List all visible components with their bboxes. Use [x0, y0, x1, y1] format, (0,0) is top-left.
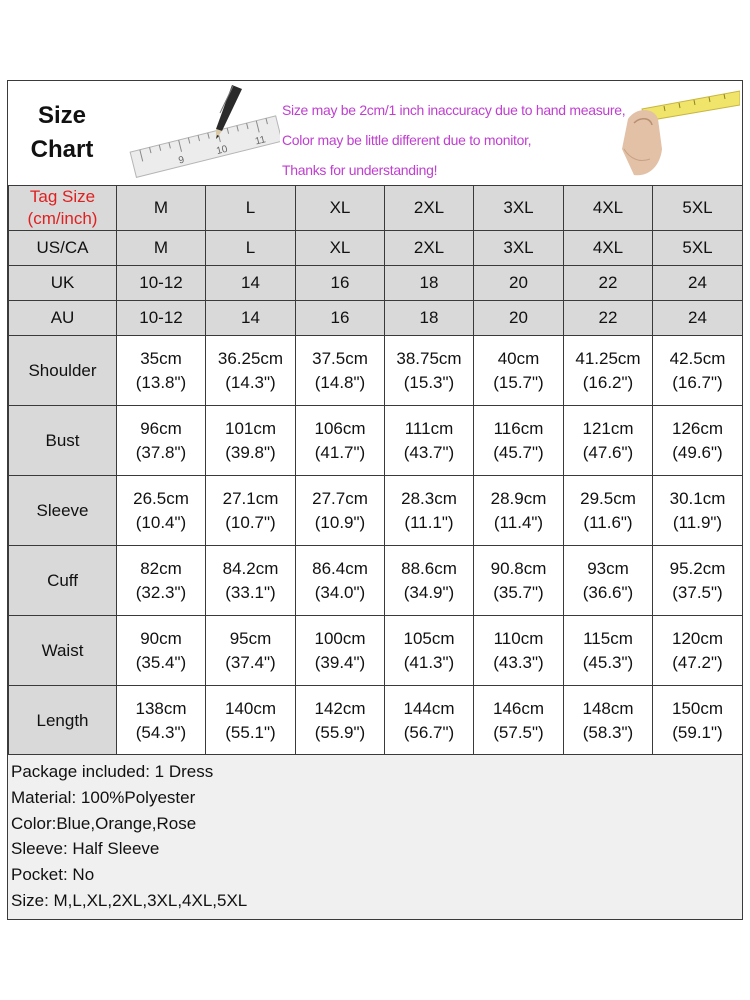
cm-value: 37.5cm — [312, 348, 368, 368]
inch-value: (39.8") — [225, 442, 276, 462]
inch-value: (35.4") — [135, 652, 187, 672]
table-cell — [653, 546, 743, 616]
table-cell — [117, 476, 206, 546]
inch-value: (54.3") — [135, 722, 187, 742]
cm-value: 86.4cm — [312, 558, 368, 578]
table-cell — [653, 406, 743, 476]
table-cell — [474, 476, 564, 546]
measurement-row-length — [9, 686, 743, 756]
table-cell — [385, 476, 474, 546]
inch-value: (16.2") — [582, 372, 634, 392]
inch-value: (34.0") — [314, 582, 366, 602]
size-table — [8, 185, 743, 756]
table-cell — [117, 616, 206, 686]
inch-value: (33.1") — [225, 582, 276, 602]
table-cell — [385, 616, 474, 686]
cm-value: 146cm — [492, 698, 545, 718]
cm-value: 121cm — [582, 418, 634, 438]
cm-value: 84.2cm — [222, 558, 279, 578]
cm-value: 93cm — [587, 558, 629, 578]
size-header: XL — [296, 186, 385, 231]
cm-value: 27.7cm — [312, 488, 368, 508]
inch-value: (13.8") — [135, 372, 187, 392]
row-label: US/CA — [9, 231, 117, 266]
cm-value: 105cm — [403, 628, 455, 648]
table-cell — [653, 336, 743, 406]
inch-value: (47.6") — [582, 442, 634, 462]
measurement-row-waist — [9, 616, 743, 686]
title-line-2: Chart — [30, 136, 94, 163]
product-details — [8, 754, 742, 919]
cm-value: 126cm — [671, 418, 724, 438]
table-cell: 14 — [206, 266, 296, 301]
ruler-label-11: 11 — [254, 134, 267, 148]
inch-value: (10.9") — [314, 512, 366, 532]
inch-value: (11.1") — [404, 512, 454, 532]
inch-value: (15.3") — [403, 372, 455, 392]
inch-value: (43.3") — [493, 652, 544, 672]
table-cell — [564, 336, 653, 406]
inch-value: (43.7") — [403, 442, 455, 462]
table-cell: 22 — [564, 266, 653, 301]
size-chart-header — [8, 81, 742, 186]
inch-value: (37.4") — [225, 652, 276, 672]
inch-value: (55.1") — [225, 722, 276, 742]
table-cell: 10-12 — [117, 266, 206, 301]
table-cell — [296, 546, 385, 616]
inch-value: (15.7") — [493, 372, 544, 392]
measurement-row-bust — [9, 406, 743, 476]
table-cell: 20 — [474, 266, 564, 301]
cm-value: 30.1cm — [669, 488, 726, 508]
cm-value: 95.2cm — [669, 558, 726, 578]
table-cell — [117, 686, 206, 756]
detail-material: Material: 100%Polyester — [11, 787, 196, 807]
cm-value: 28.9cm — [490, 488, 547, 508]
table-cell — [296, 616, 385, 686]
measurement-notes — [282, 95, 625, 185]
inch-value: (37.8") — [135, 442, 187, 462]
size-header: 5XL — [653, 186, 743, 231]
table-cell: 18 — [385, 301, 474, 336]
table-cell — [564, 476, 653, 546]
table-cell — [474, 406, 564, 476]
cm-value: 142cm — [314, 698, 366, 718]
table-cell: XL — [296, 231, 385, 266]
cm-value: 40cm — [497, 348, 540, 368]
cm-value: 140cm — [224, 698, 277, 718]
title-line-1: Size — [37, 102, 87, 129]
inch-value: (32.3") — [135, 582, 187, 602]
table-cell: 4XL — [564, 231, 653, 266]
measuring-tape-hand-illustration — [604, 89, 740, 181]
cm-value: 100cm — [314, 628, 366, 648]
inch-value: (49.6") — [672, 442, 723, 462]
cm-value: 28.3cm — [401, 488, 457, 508]
row-label: UK — [9, 266, 117, 301]
us-ca-row — [9, 231, 743, 266]
cm-value: 101cm — [224, 418, 277, 438]
table-cell — [206, 616, 296, 686]
cm-value: 90cm — [140, 628, 182, 648]
cm-value: 82cm — [140, 558, 182, 578]
inch-value: (56.7") — [403, 722, 455, 742]
cm-value: 95cm — [229, 628, 272, 648]
note-thanks: Thanks for understanding! — [282, 162, 438, 178]
au-row — [9, 301, 743, 336]
table-cell: 16 — [296, 266, 385, 301]
measurement-row-shoulder — [9, 336, 743, 406]
inch-value: (11.4") — [493, 512, 544, 532]
inch-value: (36.6") — [582, 582, 634, 602]
measurement-rows — [9, 336, 743, 756]
cm-value: 148cm — [582, 698, 634, 718]
cm-value: 26.5cm — [133, 488, 189, 508]
table-cell — [206, 406, 296, 476]
cm-value: 115cm — [583, 628, 633, 648]
detail-sleeve: Sleeve: Half Sleeve — [11, 839, 160, 859]
size-chart-title — [16, 99, 108, 167]
detail-size: Size: M,L,XL,2XL,3XL,4XL,5XL — [11, 890, 248, 910]
table-cell: 24 — [653, 301, 743, 336]
table-cell — [117, 546, 206, 616]
table-cell — [206, 686, 296, 756]
inch-value: (14.3") — [225, 372, 276, 392]
table-cell: 5XL — [653, 231, 743, 266]
size-header: L — [206, 186, 296, 231]
table-cell: 14 — [206, 301, 296, 336]
cm-value: 96cm — [140, 418, 182, 438]
cm-value: 90.8cm — [490, 558, 547, 578]
cm-value: 111cm — [404, 418, 454, 438]
cm-value: 106cm — [314, 418, 366, 438]
uk-row — [9, 266, 743, 301]
measurement-row-cuff — [9, 546, 743, 616]
inch-value: (35.7") — [493, 582, 544, 602]
ruler-label-9: 9 — [177, 154, 186, 167]
inch-value: (55.9") — [314, 722, 366, 742]
table-cell — [474, 336, 564, 406]
inch-value: (11.6") — [583, 512, 633, 532]
table-cell — [653, 616, 743, 686]
inch-value: (11.9") — [672, 512, 723, 532]
tag-size-label: Tag Size (cm/inch) — [9, 186, 117, 231]
table-cell — [564, 546, 653, 616]
table-cell: 22 — [564, 301, 653, 336]
table-cell — [206, 476, 296, 546]
inch-value: (57.5") — [493, 722, 544, 742]
row-label: Length — [9, 686, 117, 756]
inch-value: (34.9") — [403, 582, 455, 602]
table-cell — [564, 616, 653, 686]
table-cell — [296, 406, 385, 476]
row-label: Waist — [9, 616, 117, 686]
table-cell — [117, 406, 206, 476]
inch-value: (14.8") — [314, 372, 366, 392]
table-cell: 24 — [653, 266, 743, 301]
inch-value: (47.2") — [672, 652, 723, 672]
detail-package: Package included: 1 Dress — [11, 762, 214, 781]
tag-size-row — [9, 186, 743, 231]
cm-value: 38.75cm — [396, 348, 462, 368]
table-cell — [385, 406, 474, 476]
size-header: 2XL — [385, 186, 474, 231]
table-cell — [474, 686, 564, 756]
row-label: Sleeve — [9, 476, 117, 546]
size-header: M — [117, 186, 206, 231]
cm-value: 42.5cm — [669, 348, 726, 368]
table-cell — [385, 336, 474, 406]
cm-value: 138cm — [135, 698, 187, 718]
size-header: 4XL — [564, 186, 653, 231]
cm-value: 41.25cm — [575, 348, 641, 368]
inch-value: (16.7") — [672, 372, 723, 392]
table-cell — [653, 686, 743, 756]
inch-value: (39.4") — [314, 652, 366, 672]
cm-value: 29.5cm — [580, 488, 636, 508]
table-cell — [117, 336, 206, 406]
table-cell — [206, 336, 296, 406]
table-cell — [296, 336, 385, 406]
detail-color: Color:Blue,Orange,Rose — [11, 813, 197, 833]
table-cell — [296, 686, 385, 756]
table-cell — [564, 406, 653, 476]
size-chart-sheet — [7, 80, 743, 920]
cm-value: 35cm — [140, 348, 182, 368]
cm-value: 36.25cm — [217, 348, 284, 368]
inch-value: (41.7") — [314, 442, 366, 462]
table-cell: 16 — [296, 301, 385, 336]
inch-value: (37.5") — [672, 582, 723, 602]
table-cell: 18 — [385, 266, 474, 301]
table-cell: 10-12 — [117, 301, 206, 336]
measurement-row-sleeve — [9, 476, 743, 546]
cm-value: 144cm — [403, 698, 455, 718]
table-cell — [653, 476, 743, 546]
row-label: AU — [9, 301, 117, 336]
note-color: Color may be little different due to monitor, — [282, 132, 532, 148]
cm-value: 120cm — [671, 628, 724, 648]
note-inaccuracy: Size may be 2cm/1 inch inaccuracy due to hand measure, — [282, 102, 626, 118]
inch-value: (10.7") — [225, 512, 276, 532]
row-label: Bust — [9, 406, 117, 476]
table-cell: 2XL — [385, 231, 474, 266]
inch-value: (45.7") — [493, 442, 544, 462]
inch-value: (10.4") — [135, 512, 187, 532]
size-header: 3XL — [474, 186, 564, 231]
cm-value: 88.6cm — [401, 558, 457, 578]
table-cell: 3XL — [474, 231, 564, 266]
cm-value: 110cm — [493, 628, 544, 648]
table-cell: 20 — [474, 301, 564, 336]
cm-value: 116cm — [493, 418, 544, 438]
table-cell — [385, 686, 474, 756]
inch-value: (58.3") — [582, 722, 634, 742]
table-cell — [385, 546, 474, 616]
table-cell — [474, 616, 564, 686]
inch-value: (59.1") — [672, 722, 723, 742]
detail-pocket: Pocket: No — [11, 865, 95, 885]
inch-value: (45.3") — [582, 652, 634, 672]
table-cell — [206, 546, 296, 616]
ruler-pencil-illustration — [120, 83, 280, 183]
cm-value: 150cm — [671, 698, 724, 718]
row-label: Shoulder — [9, 336, 117, 406]
inch-value: (41.3") — [403, 652, 455, 672]
row-label: Cuff — [9, 546, 117, 616]
table-cell — [296, 476, 385, 546]
table-cell: L — [206, 231, 296, 266]
ruler-label-10: 10 — [215, 143, 229, 158]
table-cell — [564, 686, 653, 756]
cm-value: 27.1cm — [222, 488, 279, 508]
table-cell: M — [117, 231, 206, 266]
table-cell — [474, 546, 564, 616]
